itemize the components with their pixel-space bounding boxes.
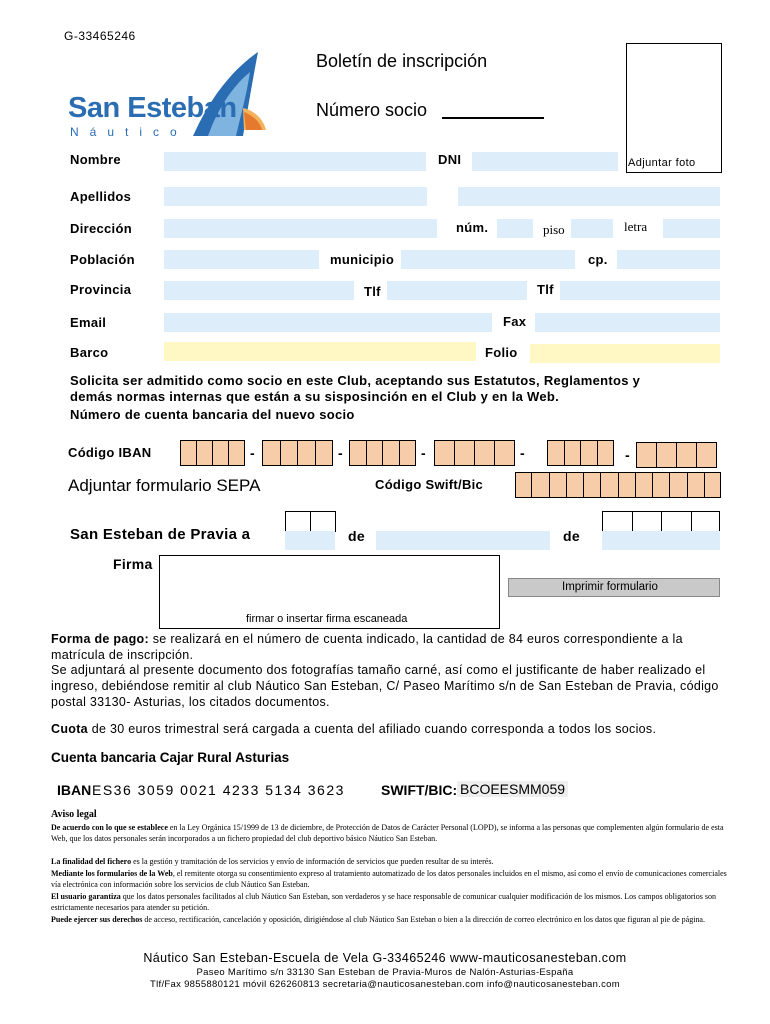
sepa-label: Adjuntar formulario SEPA — [68, 476, 261, 495]
request-line-2: demás normas internas que están a su sisposinción en el Club y en la Web. — [70, 389, 560, 404]
legal-p1 — [51, 823, 731, 844]
apellido1-field[interactable] — [164, 187, 427, 206]
apellidos-label: Apellidos — [70, 189, 132, 204]
iban-group-3[interactable] — [349, 440, 416, 466]
provincia-field[interactable] — [164, 281, 354, 300]
de-label-1: de — [348, 528, 365, 544]
member-number-line[interactable] — [442, 117, 544, 119]
iban-group-6[interactable] — [636, 442, 717, 468]
footer-line-1: Náutico San Esteban-Escuela de Vela G-33465246 www-mauticosanesteban.com — [143, 951, 627, 965]
municipio-label: municipio — [330, 252, 395, 267]
municipio-field[interactable] — [401, 250, 575, 269]
letra-field[interactable] — [663, 219, 720, 238]
poblacion-label: Población — [70, 252, 135, 267]
legal-p1-bold: De acuerdo con lo que se establece — [51, 823, 168, 832]
legal-p4-bold: El usuario garantiza — [51, 892, 121, 901]
barco-label: Barco — [70, 345, 109, 360]
day-field[interactable] — [285, 531, 335, 550]
letra-label: letra — [624, 219, 648, 234]
legal-p5-bold: Puede ejercer sus derechos — [51, 915, 143, 924]
iban-dash: - — [338, 445, 343, 461]
club-logo — [68, 48, 268, 144]
logo-subtitle: Náutico — [70, 125, 188, 139]
print-button-label: Imprimir formulario — [562, 581, 658, 593]
bank-swift-value: BCOEESMM059 — [457, 781, 568, 797]
poblacion-field[interactable] — [164, 250, 319, 269]
direccion-field[interactable] — [164, 219, 437, 238]
email-field[interactable] — [164, 313, 492, 332]
de-label-2: de — [563, 528, 580, 544]
month-field[interactable] — [376, 531, 550, 550]
iban-label: Código IBAN — [68, 445, 152, 460]
iban-group-1[interactable] — [180, 440, 245, 466]
documents-paragraph: Se adjuntará al presente documento dos fotografías tamaño carné, así como el justificante de haber realizado el ingreso, debiéndose remitir al club Náutico San Esteban, C/ Paseo Marítimo s/n de San Esteban de Pravia, código postal 33130- Asturias, los citados documentos. — [51, 663, 719, 709]
nombre-field[interactable] — [164, 152, 426, 171]
swift-label: Código Swift/Bic — [375, 477, 484, 492]
place-label: San Esteban de Pravia a — [70, 526, 251, 543]
payment-label: Forma de pago: — [51, 632, 149, 646]
member-number-label: Número socio — [316, 100, 428, 120]
print-form-button[interactable] — [508, 578, 720, 597]
email-label: Email — [70, 315, 107, 330]
cp-field[interactable] — [617, 250, 720, 269]
year-boxes[interactable] — [602, 511, 720, 532]
photo-box[interactable] — [626, 43, 722, 173]
folio-field[interactable] — [530, 344, 720, 363]
dni-field[interactable] — [472, 152, 618, 171]
folio-label: Folio — [485, 345, 518, 360]
legal-p2-text: es la gestión y tramitación de los servicios y envío de información de servicios que pueden resultar de su interés. — [131, 857, 494, 866]
direccion-label: Dirección — [70, 221, 132, 236]
cp-label: cp. — [588, 252, 608, 267]
fax-label: Fax — [503, 314, 527, 329]
bank-swift-label: SWIFT/BIC: — [381, 782, 458, 798]
provincia-label: Provincia — [70, 282, 132, 297]
legal-p3-bold: Mediante los formularios de la Web — [51, 869, 173, 878]
barco-field[interactable] — [164, 342, 476, 361]
iban-group-4[interactable] — [434, 440, 515, 466]
tlf2-label: Tlf — [537, 282, 554, 297]
iban-dash: - — [520, 445, 525, 461]
iban-dash: - — [625, 447, 630, 463]
payment-paragraph — [51, 631, 731, 663]
swift-boxes[interactable] — [515, 472, 721, 498]
tlf1-field[interactable] — [387, 281, 527, 300]
legal-p3 — [51, 869, 731, 890]
dni-label: DNI — [438, 152, 462, 167]
legal-p2-bold: La finalidad del fichero — [51, 857, 132, 866]
legal-title: Aviso legal — [51, 809, 97, 820]
bank-account-heading: Número de cuenta bancaria del nuevo socio — [70, 407, 355, 422]
iban-dash: - — [421, 445, 426, 461]
legal-p3-text: , el remitente otorga su consentimiento expreso al tratamiento automatizado de los datos personales incluidos en el mismo, así como el envío de comunicaciones comerciales vía electrónica con información sobre los servicios de club Náutico San Esteban. — [51, 869, 727, 889]
cuota-text: de 30 euros trimestral será cargada a cuenta del afiliado cuando corresponda a todos los socios. — [87, 722, 657, 736]
piso-field[interactable] — [571, 219, 613, 238]
fax-field[interactable] — [535, 313, 720, 332]
photo-label: Adjuntar foto — [628, 157, 696, 169]
firma-label: Firma — [113, 556, 153, 572]
bank-iban-label: IBAN — [57, 782, 92, 798]
form-title: Boletín de inscripción — [316, 51, 488, 71]
footer-line-3: Tlf/Fax 9855880121 móvil 626260813 secretaria@nauticosanesteban.com info@nauticosanesteban.com — [150, 979, 620, 990]
document-code: G-33465246 — [64, 29, 136, 43]
legal-p4 — [51, 892, 731, 913]
legal-p2 — [51, 857, 731, 868]
piso-label: piso — [543, 222, 565, 237]
day-boxes[interactable] — [285, 511, 336, 532]
bank-title: Cuenta bancaria Cajar Rural Asturias — [51, 750, 290, 765]
payment-text: se realizará en el número de cuenta indicado, la cantidad de 84 euros correspondiente a la matrícula de inscripción. — [51, 632, 683, 662]
year-field[interactable] — [602, 531, 720, 550]
legal-p5 — [51, 915, 731, 926]
signature-hint: firmar o insertar firma escaneada — [246, 613, 408, 625]
bank-iban-value: ES36 3059 0021 4233 5134 3623 — [92, 782, 345, 798]
tlf2-field[interactable] — [560, 281, 720, 300]
iban-dash: - — [250, 445, 255, 461]
nombre-label: Nombre — [70, 152, 121, 167]
legal-p1-text: en la Ley Orgánica 15/1999 de 13 de diciembre, de Protección de Datos de Carácter Personal (LOPD), se informa a las personas que complementen algún formulario de esta Web, que los datos personales serán incorporados a un fichero propiedad del club deportivo básico Náutico San Esteban. — [51, 823, 724, 843]
tlf1-label: Tlf — [364, 284, 381, 299]
cuota-label: Cuota — [51, 722, 88, 736]
iban-group-5[interactable] — [547, 440, 614, 466]
request-line-1: Solicita ser admitido como socio en este Club, aceptando sus Estatutos, Reglamentos y — [70, 373, 641, 388]
legal-p5-text: de acceso, rectificación, cancelación y oposición, dirigiéndose al club Náutico San Esteban o bien a la dirección de correo electrónico en los datos que figuran al pie de página. — [142, 915, 705, 924]
cuota-paragraph — [51, 721, 731, 737]
num-field[interactable] — [497, 219, 533, 238]
footer-line-2: Paseo Marítimo s/n 33130 San Esteban de Pravia-Muros de Nalón-Asturias-España — [196, 967, 574, 978]
apellido2-field[interactable] — [458, 187, 720, 206]
logo-name: San Esteban — [68, 92, 237, 124]
iban-group-2[interactable] — [262, 440, 333, 466]
num-label: núm. — [456, 220, 489, 235]
legal-p4-text: que los datos personales facilitados al club Náutico San Esteban, son verdaderos y se hace responsable de comunicar cualquier modificación de los mismos. Los campos obligatorios son estrictamente necesarios para atender su petición. — [51, 892, 716, 912]
